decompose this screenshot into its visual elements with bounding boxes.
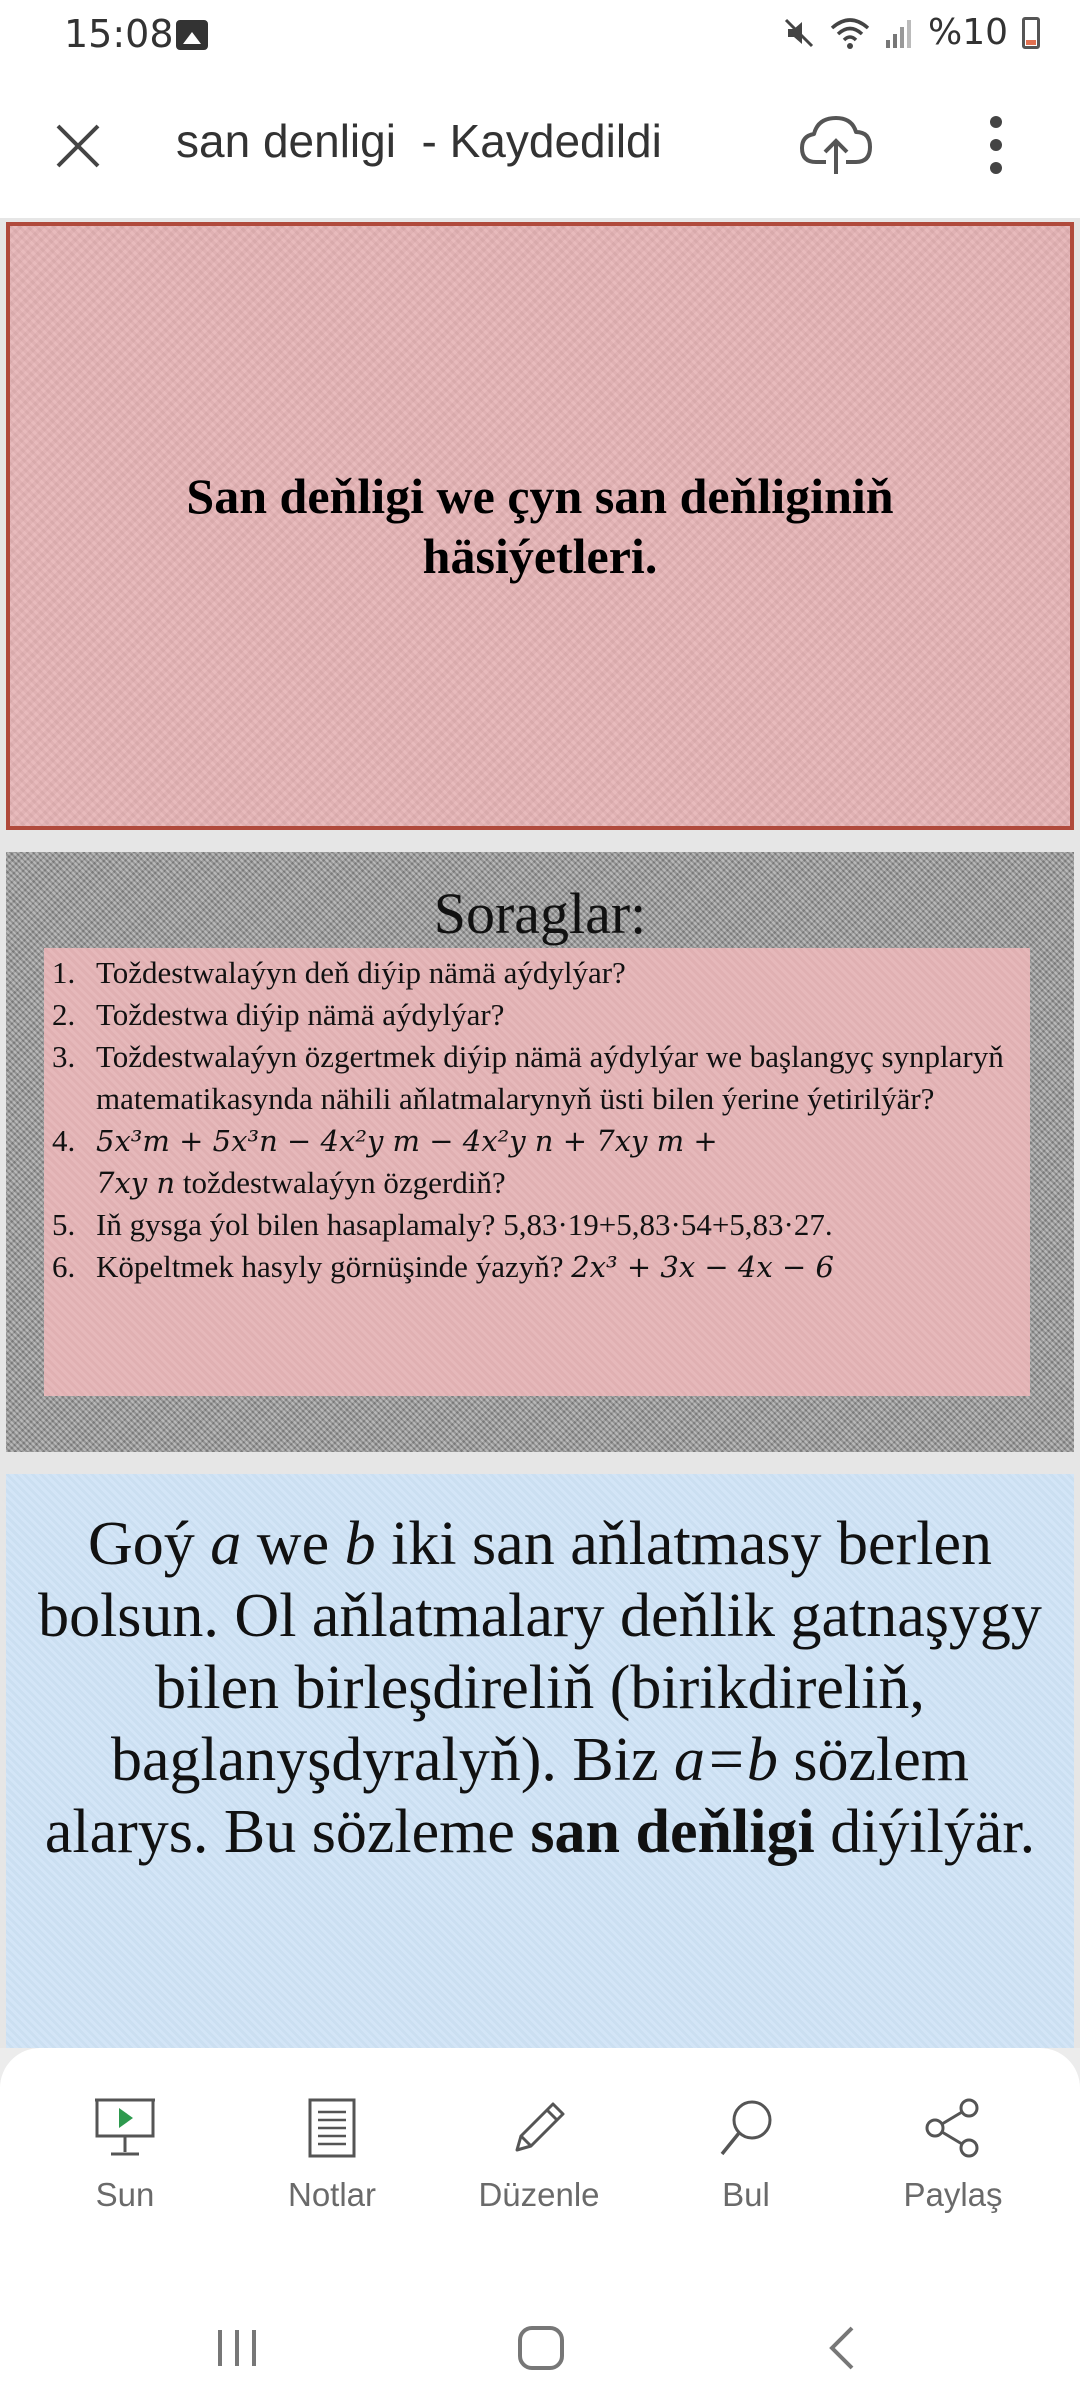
slide-3-text-part: sözlem alarys. Bu sözleme [44,1726,969,1866]
question-number: 3. [52,1039,76,1074]
tab-edit[interactable] [459,2096,619,2214]
edit-pencil-icon [507,2096,571,2160]
bold-term: san deňligi [530,1798,815,1866]
question-text: Iň gysga ýol bilen hasaplamaly? 5,83·19+5,83·54+5,83·27. [96,1207,833,1242]
question-math-expression: 7xy n [96,1166,176,1200]
equation: a=b [674,1726,778,1794]
question-item [44,1036,1030,1120]
share-icon [921,2096,985,2160]
battery-percent: %10 [927,12,1008,53]
question-text: Köpeltmek hasyly görnüşinde ýazyň? [96,1249,572,1284]
mute-icon [782,16,816,50]
slide-3-text-part: Goý [88,1510,211,1578]
question-math-expression: 5x³m + 5x³n − 4x²y m − 4x²y n + 7xy m + [96,1124,718,1158]
question-number: 4. [52,1123,76,1158]
slide-3-text [26,1508,1054,1868]
question-number: 5. [52,1207,76,1242]
question-number: 1. [52,955,76,990]
status-bar [0,0,1080,72]
question-text: toždestwalaýyn özgerdiň? [175,1165,506,1200]
recents-icon[interactable] [212,2324,262,2372]
present-icon [93,2096,157,2160]
tab-present[interactable] [45,2096,205,2214]
variable-b: b [344,1510,376,1578]
question-item [44,1120,1030,1204]
tab-find[interactable] [666,2096,826,2214]
status-time: 15:08 [64,12,174,56]
search-icon [714,2096,778,2160]
app-toolbar [0,72,1080,219]
question-item [44,1204,1030,1246]
slide-thumbnail-2[interactable] [6,852,1074,1452]
question-item [44,994,1030,1036]
battery-icon [1022,17,1040,49]
tab-label: Düzenle [478,2176,600,2213]
question-number: 6. [52,1249,76,1284]
question-text: Toždestwalaýyn özgertmek diýip nämä aýdylýar we başlangyç synplaryň matematikasynda nähili aňlatmalarynyň üsti bilen ýerine ýetirilýär? [96,1039,1004,1116]
questions-list [44,948,1030,1288]
slide-2-heading: Soraglar: [433,881,647,946]
variable-a: a [210,1510,242,1578]
question-math-expression: 2x³ + 3x − 4x − 6 [571,1250,834,1284]
question-item [44,1246,1030,1288]
tab-label: Notlar [287,2176,377,2213]
notes-icon [300,2096,364,2160]
question-text: Toždestwa diýip nämä aýdylýar? [96,997,505,1032]
tab-label: Paylaş [903,2176,1003,2213]
home-icon[interactable] [514,2324,568,2372]
slide-3-text-part: diýilýär. [814,1798,1036,1866]
question-item [44,952,1030,994]
slides-panel[interactable] [0,218,1080,2048]
tab-label: Bul [722,2176,770,2213]
cloud-upload-icon[interactable] [798,110,874,180]
slide-thumbnail-1[interactable] [6,222,1074,830]
back-icon[interactable] [822,2324,862,2372]
slide-3-text-part: we [241,1510,345,1578]
wifi-icon [830,16,870,50]
signal-icon [884,16,914,50]
gallery-icon [176,20,208,50]
question-text: Toždestwalaýyn deň diýip nämä aýdylýar? [96,955,626,990]
document-title: san denligi - Kaydedildi [176,115,662,167]
status-icons [782,12,1040,53]
slide-thumbnail-3[interactable] [6,1474,1074,2048]
tab-share[interactable] [873,2096,1033,2214]
question-number: 2. [52,997,76,1032]
tab-label: Sun [95,2176,155,2213]
tab-notes[interactable] [252,2096,412,2214]
slide-1-title: San deňligi we çyn san deňliginiň häsiýetleri. [186,468,894,584]
system-navigation-bar [0,2288,1080,2408]
slide-3-text-part: iki san aňlatmasy berlen bolsun. Ol aňlatmalary deňlik gatnaşygy bilen birleşdireliň (birikdireliň, baglanyşdyralyň). Biz [38,1510,1042,1794]
more-vert-icon[interactable] [966,110,1026,180]
questions-box [44,948,1030,1396]
bottom-tab-bar [0,2048,1080,2288]
close-icon[interactable] [48,116,108,176]
